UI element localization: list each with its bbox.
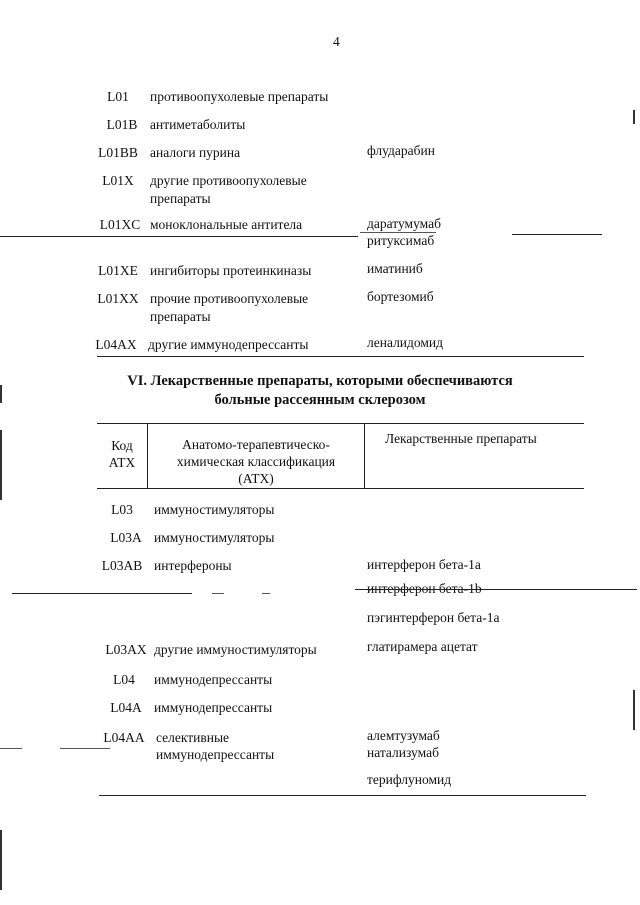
atc-code: L01B bbox=[106, 117, 138, 132]
atc-class: антиметаболиты bbox=[150, 117, 246, 132]
atc-class: другие иммуностимуляторы bbox=[154, 642, 317, 657]
atc-class-cont: иммунодепрессанты bbox=[156, 747, 275, 762]
atc-code: L04A bbox=[110, 700, 142, 715]
page-break-line bbox=[262, 593, 270, 594]
page-break-line bbox=[512, 234, 602, 235]
scan-margin-mark bbox=[0, 385, 2, 403]
header-drugs: Лекарственные препараты bbox=[385, 431, 537, 446]
atc-class: ингибиторы протеинкиназы bbox=[150, 263, 312, 278]
atc-code: L03A bbox=[110, 530, 142, 545]
header-classification: Анатомо-терапевтическо- химическая классификация (АТХ) bbox=[176, 437, 336, 486]
atc-class-cont: препараты bbox=[150, 191, 211, 206]
atc-code: L03AB bbox=[101, 558, 143, 573]
drug-name: терифлуномид bbox=[367, 772, 452, 787]
scan-artifact-line bbox=[60, 748, 110, 749]
scan-artifact-line bbox=[0, 748, 22, 749]
atc-class: иммуностимуляторы bbox=[154, 502, 275, 517]
scan-margin-mark bbox=[0, 830, 2, 890]
scan-margin-mark bbox=[633, 110, 635, 124]
page-break-line bbox=[355, 589, 637, 590]
atc-class-cont: препараты bbox=[150, 309, 211, 324]
drug-name: ритуксимаб bbox=[367, 233, 435, 248]
page-break-line bbox=[360, 232, 436, 233]
header-bottom-border bbox=[97, 488, 584, 489]
atc-class: интерфероны bbox=[154, 558, 232, 573]
atc-code: L04AA bbox=[103, 730, 145, 745]
header-top-border bbox=[97, 423, 584, 424]
section-title: больные рассеянным склерозом bbox=[214, 392, 426, 408]
page-break-line bbox=[12, 593, 192, 594]
atc-class: другие иммунодепрессанты bbox=[148, 337, 309, 352]
drug-name: леналидомид bbox=[367, 335, 444, 350]
header-divider bbox=[364, 423, 365, 489]
section-title: VI. Лекарственные препараты, которыми обеспечиваются bbox=[127, 373, 513, 389]
drug-name: натализумаб bbox=[367, 745, 439, 760]
atc-code: L03AX bbox=[105, 642, 147, 657]
atc-class: другие противоопухолевые bbox=[150, 173, 307, 188]
scan-margin-mark bbox=[633, 690, 635, 730]
atc-class: прочие противоопухолевые bbox=[150, 291, 309, 306]
atc-code: L01 bbox=[107, 89, 129, 104]
drug-name: иматиниб bbox=[367, 261, 423, 276]
page-break-line bbox=[0, 236, 358, 237]
drug-name: бортезомиб bbox=[367, 289, 434, 304]
table-bottom-border bbox=[99, 795, 586, 796]
atc-class: противоопухолевые препараты bbox=[150, 89, 329, 104]
drug-name: даратумумаб bbox=[367, 216, 441, 231]
atc-class: иммунодепрессанты bbox=[154, 700, 273, 715]
atc-class: аналоги пурина bbox=[150, 145, 241, 160]
atc-class: селективные bbox=[156, 730, 230, 745]
drug-name: флударабин bbox=[367, 143, 435, 158]
table-bottom-border bbox=[97, 356, 584, 357]
page-break-line bbox=[212, 593, 224, 594]
atc-code: L04 bbox=[113, 672, 135, 687]
header-code: Код АТХ bbox=[108, 438, 136, 470]
drug-name: интерферон бета-1b bbox=[367, 581, 482, 596]
atc-code: L04AX bbox=[95, 337, 137, 352]
atc-code: L01X bbox=[102, 173, 134, 188]
atc-code: L01XE bbox=[98, 263, 138, 278]
atc-code: L01BB bbox=[98, 145, 138, 160]
atc-code: L01XC bbox=[99, 217, 141, 232]
atc-class: моноклональные антитела bbox=[150, 217, 303, 232]
atc-class: иммунодепрессанты bbox=[154, 672, 273, 687]
scan-margin-mark bbox=[0, 430, 2, 500]
drug-name: пэгинтерферон бета-1a bbox=[367, 610, 500, 625]
drug-name: глатирамера ацетат bbox=[367, 639, 478, 654]
atc-code: L03 bbox=[111, 502, 133, 517]
drug-name: алемтузумаб bbox=[367, 728, 440, 743]
atc-code: L01XX bbox=[97, 291, 139, 306]
drug-name: интерферон бета-1a bbox=[367, 557, 481, 572]
atc-class: иммуностимуляторы bbox=[154, 530, 275, 545]
page-number: 4 bbox=[333, 34, 340, 49]
